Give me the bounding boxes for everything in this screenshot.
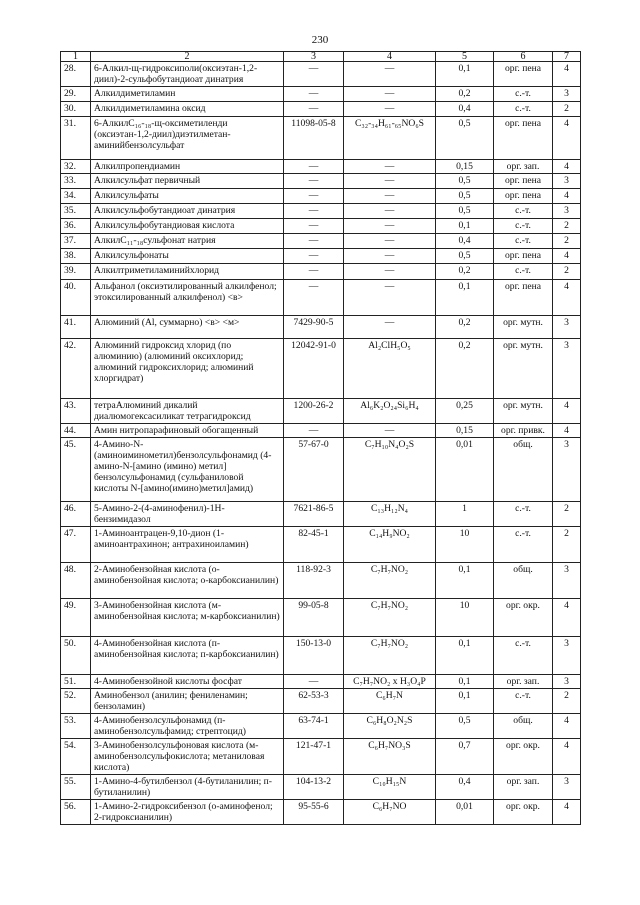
chemical-formula: C₇H₇NO₂ x H₃O₄P bbox=[344, 675, 436, 689]
hazard-sign: орг. зап. bbox=[494, 160, 553, 174]
cas-number: — bbox=[284, 102, 344, 117]
table-row bbox=[61, 637, 581, 675]
substance-name: 3-Аминобензойная кислота (м-аминобензойная кислота; м-карбоксианилин) bbox=[91, 599, 284, 637]
substance-name: Алкилсульфаты bbox=[91, 189, 284, 204]
limit-value: 0,1 bbox=[436, 675, 494, 689]
substance-number: 54. bbox=[61, 739, 91, 775]
substance-name: 6-Алкил-щ-гидроксиполи(оксиэтан-1,2-диил)-2-сульфобутандиоат динатрия bbox=[91, 62, 284, 87]
hazard-class: 4 bbox=[553, 117, 581, 160]
table-row bbox=[61, 800, 581, 825]
hazard-sign: орг. окр. bbox=[494, 800, 553, 825]
chemical-formula: — bbox=[344, 174, 436, 189]
substance-name: 4-Аминобензолсульфонамид (п-аминобензолсульфамид; стрептоцид) bbox=[91, 714, 284, 739]
hazard-class: 3 bbox=[553, 316, 581, 339]
substance-name: 1-Аминоантрацен-9,10-дион (1-аминоантрахинон; антрахиноиламин) bbox=[91, 527, 284, 563]
substance-name: Алюминий гидроксид хлорид (по алюминию) (алюминий оксихлорид; алюминий гидроксихлорид; алюминий хлоргидрат) bbox=[91, 339, 284, 399]
hazard-sign: орг. пена bbox=[494, 189, 553, 204]
cas-number: — bbox=[284, 87, 344, 102]
limit-value: 0,5 bbox=[436, 117, 494, 160]
chemical-formula: — bbox=[344, 219, 436, 234]
limit-value: 0,5 bbox=[436, 249, 494, 264]
substance-name: 2-Аминобензойная кислота (о-аминобензойная кислота; о-карбоксианилин) bbox=[91, 563, 284, 599]
substance-number: 35. bbox=[61, 204, 91, 219]
substance-number: 43. bbox=[61, 399, 91, 424]
limit-value: 0,25 bbox=[436, 399, 494, 424]
limit-value: 0,2 bbox=[436, 264, 494, 280]
table-row bbox=[61, 739, 581, 775]
column-header-row bbox=[61, 52, 581, 62]
cas-number: 12042-91-0 bbox=[284, 339, 344, 399]
chemical-formula: C₃₂-₃₄H₆₁-₆₅NO₆S bbox=[344, 117, 436, 160]
chemical-formula: Al₆K₂O₂₄Si₆H₄ bbox=[344, 399, 436, 424]
hazard-class: 2 bbox=[553, 502, 581, 527]
substance-number: 52. bbox=[61, 689, 91, 714]
chemical-formula: — bbox=[344, 316, 436, 339]
hazard-sign: с.-т. bbox=[494, 264, 553, 280]
hazard-class: 3 bbox=[553, 563, 581, 599]
limit-value: 1 bbox=[436, 502, 494, 527]
substance-name: АлкилС₁₁-₁₈сульфонат натрия bbox=[91, 234, 284, 249]
hazard-sign: орг. зап. bbox=[494, 675, 553, 689]
cas-number: — bbox=[284, 264, 344, 280]
hazard-sign: орг. пена bbox=[494, 117, 553, 160]
column-header: 3 bbox=[284, 52, 344, 62]
chemical-formula: C₁₃H₁₂N₄ bbox=[344, 502, 436, 527]
substance-number: 56. bbox=[61, 800, 91, 825]
substance-number: 31. bbox=[61, 117, 91, 160]
substance-name: 1-Амино-2-гидроксибензол (о-аминофенол; 2-гидроксианилин) bbox=[91, 800, 284, 825]
substance-number: 50. bbox=[61, 637, 91, 675]
hazard-class: 4 bbox=[553, 280, 581, 316]
cas-number: — bbox=[284, 280, 344, 316]
substance-name: 3-Аминобензолсульфоновая кислота (м-аминобензолсульфокислота; метаниловая кислота) bbox=[91, 739, 284, 775]
limit-value: 0,4 bbox=[436, 775, 494, 800]
limit-value: 0,2 bbox=[436, 87, 494, 102]
hazard-class: 3 bbox=[553, 87, 581, 102]
table-row bbox=[61, 189, 581, 204]
table-row bbox=[61, 219, 581, 234]
substance-number: 32. bbox=[61, 160, 91, 174]
table-row bbox=[61, 102, 581, 117]
hazard-sign: общ. bbox=[494, 438, 553, 502]
substance-number: 34. bbox=[61, 189, 91, 204]
substance-number: 42. bbox=[61, 339, 91, 399]
chemical-formula: C₇H₇NO₂ bbox=[344, 563, 436, 599]
cas-number: 63-74-1 bbox=[284, 714, 344, 739]
limit-value: 0,5 bbox=[436, 189, 494, 204]
hazard-sign: орг. пена bbox=[494, 62, 553, 87]
chemical-formula: C₆H₈O₂N₂S bbox=[344, 714, 436, 739]
substance-number: 37. bbox=[61, 234, 91, 249]
hazard-class: 2 bbox=[553, 264, 581, 280]
chemical-formula: — bbox=[344, 189, 436, 204]
substance-number: 30. bbox=[61, 102, 91, 117]
hazard-class: 4 bbox=[553, 399, 581, 424]
substance-number: 41. bbox=[61, 316, 91, 339]
cas-number: 104-13-2 bbox=[284, 775, 344, 800]
limit-value: 0,01 bbox=[436, 800, 494, 825]
chemical-formula: C₆H₇NO₃S bbox=[344, 739, 436, 775]
chemical-formula: — bbox=[344, 102, 436, 117]
hazard-class: 4 bbox=[553, 160, 581, 174]
hazard-class: 4 bbox=[553, 62, 581, 87]
substances-table bbox=[60, 51, 581, 825]
substance-number: 53. bbox=[61, 714, 91, 739]
hazard-class: 2 bbox=[553, 219, 581, 234]
substance-number: 46. bbox=[61, 502, 91, 527]
chemical-formula: Al₂ClH₅O₅ bbox=[344, 339, 436, 399]
hazard-sign: орг. мутн. bbox=[494, 399, 553, 424]
table-row bbox=[61, 599, 581, 637]
cas-number: — bbox=[284, 174, 344, 189]
hazard-sign: орг. пена bbox=[494, 174, 553, 189]
substance-name: Алкилдиметиламина оксид bbox=[91, 102, 284, 117]
substance-name: 4-Аминобензойная кислота (п-аминобензойная кислота; п-карбоксианилин) bbox=[91, 637, 284, 675]
hazard-class: 4 bbox=[553, 714, 581, 739]
column-header: 4 bbox=[344, 52, 436, 62]
hazard-sign: с.-т. bbox=[494, 502, 553, 527]
cas-number: — bbox=[284, 204, 344, 219]
substance-number: 40. bbox=[61, 280, 91, 316]
table-row bbox=[61, 563, 581, 599]
limit-value: 0,1 bbox=[436, 637, 494, 675]
hazard-class: 4 bbox=[553, 739, 581, 775]
table-row bbox=[61, 249, 581, 264]
limit-value: 0,5 bbox=[436, 204, 494, 219]
substance-number: 44. bbox=[61, 424, 91, 438]
column-header: 1 bbox=[61, 52, 91, 62]
table-row bbox=[61, 117, 581, 160]
limit-value: 0,4 bbox=[436, 102, 494, 117]
table-row bbox=[61, 775, 581, 800]
limit-value: 0,2 bbox=[436, 316, 494, 339]
limit-value: 0,7 bbox=[436, 739, 494, 775]
hazard-class: 3 bbox=[553, 174, 581, 189]
substance-number: 51. bbox=[61, 675, 91, 689]
hazard-class: 2 bbox=[553, 689, 581, 714]
limit-value: 0,2 bbox=[436, 339, 494, 399]
substance-name: Алкилсульфобутандиоат динатрия bbox=[91, 204, 284, 219]
table-row bbox=[61, 174, 581, 189]
substance-name: 6-АлкилС₁₆-₁₈-щ-оксиметиленди (оксиэтан-1,2-диил)диэтилметан-аминийбензолсульфат bbox=[91, 117, 284, 160]
table-row bbox=[61, 316, 581, 339]
substance-number: 48. bbox=[61, 563, 91, 599]
hazard-sign: орг. мутн. bbox=[494, 316, 553, 339]
substance-name: Алюминий (Al, суммарно) <в> <м> bbox=[91, 316, 284, 339]
substance-name: тетраАлюминий дикалий диалюмогексасиликат тетрагидроксид bbox=[91, 399, 284, 424]
hazard-sign: с.-т. bbox=[494, 204, 553, 219]
table-row bbox=[61, 438, 581, 502]
table-row bbox=[61, 399, 581, 424]
hazard-sign: с.-т. bbox=[494, 87, 553, 102]
table-row bbox=[61, 87, 581, 102]
table-row bbox=[61, 264, 581, 280]
chemical-formula: C₆H₇NO bbox=[344, 800, 436, 825]
cas-number: 121-47-1 bbox=[284, 739, 344, 775]
limit-value: 10 bbox=[436, 527, 494, 563]
table-row bbox=[61, 339, 581, 399]
column-header: 6 bbox=[494, 52, 553, 62]
hazard-sign: орг. пена bbox=[494, 249, 553, 264]
limit-value: 0,15 bbox=[436, 424, 494, 438]
limit-value: 0,01 bbox=[436, 438, 494, 502]
cas-number: — bbox=[284, 160, 344, 174]
hazard-sign: орг. пена bbox=[494, 280, 553, 316]
cas-number: — bbox=[284, 234, 344, 249]
cas-number: 99-05-8 bbox=[284, 599, 344, 637]
limit-value: 0,15 bbox=[436, 160, 494, 174]
hazard-class: 4 bbox=[553, 249, 581, 264]
table-row bbox=[61, 424, 581, 438]
chemical-formula: — bbox=[344, 87, 436, 102]
hazard-class: 4 bbox=[553, 189, 581, 204]
table-row bbox=[61, 714, 581, 739]
limit-value: 0,1 bbox=[436, 563, 494, 599]
limit-value: 0,1 bbox=[436, 62, 494, 87]
substance-name: 5-Амино-2-(4-аминофенил)-1H-бензимидазол bbox=[91, 502, 284, 527]
table-row bbox=[61, 502, 581, 527]
substance-number: 39. bbox=[61, 264, 91, 280]
limit-value: 0,4 bbox=[436, 234, 494, 249]
limit-value: 0,5 bbox=[436, 174, 494, 189]
cas-number: 95-55-6 bbox=[284, 800, 344, 825]
limit-value: 0,5 bbox=[436, 714, 494, 739]
chemical-formula: — bbox=[344, 204, 436, 219]
chemical-formula: — bbox=[344, 280, 436, 316]
substance-name: Аминобензол (анилин; фениленамин; бензоламин) bbox=[91, 689, 284, 714]
table-row bbox=[61, 160, 581, 174]
limit-value: 0,1 bbox=[436, 280, 494, 316]
substance-number: 38. bbox=[61, 249, 91, 264]
substance-name: Альфанол (оксиэтилированный алкилфенол; этоксилированный алкилфенол) <в> bbox=[91, 280, 284, 316]
substance-name: Алкилсульфонаты bbox=[91, 249, 284, 264]
page-number: 230 bbox=[311, 34, 329, 46]
hazard-sign: орг. окр. bbox=[494, 599, 553, 637]
chemical-formula: C₁₄H₉NO₂ bbox=[344, 527, 436, 563]
hazard-class: 4 bbox=[553, 599, 581, 637]
cas-number: — bbox=[284, 249, 344, 264]
limit-value: 0,1 bbox=[436, 219, 494, 234]
table-row bbox=[61, 689, 581, 714]
substance-name: 4-Аминобензойной кислоты фосфат bbox=[91, 675, 284, 689]
hazard-class: 3 bbox=[553, 775, 581, 800]
table-row bbox=[61, 62, 581, 87]
cas-number: — bbox=[284, 62, 344, 87]
hazard-sign: с.-т. bbox=[494, 219, 553, 234]
cas-number: 150-13-0 bbox=[284, 637, 344, 675]
limit-value: 0,1 bbox=[436, 689, 494, 714]
column-header: 2 bbox=[91, 52, 284, 62]
cas-number: 57-67-0 bbox=[284, 438, 344, 502]
hazard-sign: орг. мутн. bbox=[494, 339, 553, 399]
hazard-class: 3 bbox=[553, 637, 581, 675]
hazard-class: 3 bbox=[553, 438, 581, 502]
table-row bbox=[61, 234, 581, 249]
hazard-sign: орг. зап. bbox=[494, 775, 553, 800]
substance-number: 28. bbox=[61, 62, 91, 87]
hazard-class: 3 bbox=[553, 204, 581, 219]
hazard-sign: общ. bbox=[494, 714, 553, 739]
hazard-sign: с.-т. bbox=[494, 102, 553, 117]
chemical-formula: C₆H₇N bbox=[344, 689, 436, 714]
substance-number: 55. bbox=[61, 775, 91, 800]
substance-name: 1-Амино-4-бутилбензол (4-бутиланилин; п-бутиланилин) bbox=[91, 775, 284, 800]
cas-number: 7621-86-5 bbox=[284, 502, 344, 527]
hazard-class: 4 bbox=[553, 800, 581, 825]
hazard-class: 2 bbox=[553, 234, 581, 249]
hazard-class: 4 bbox=[553, 424, 581, 438]
substance-number: 29. bbox=[61, 87, 91, 102]
chemical-formula: C₇H₇NO₂ bbox=[344, 637, 436, 675]
hazard-class: 2 bbox=[553, 102, 581, 117]
hazard-class: 3 bbox=[553, 339, 581, 399]
hazard-sign: с.-т. bbox=[494, 689, 553, 714]
hazard-sign: орг. привк. bbox=[494, 424, 553, 438]
cas-number: 11098-05-8 bbox=[284, 117, 344, 160]
substance-name: Алкилдиметиламин bbox=[91, 87, 284, 102]
hazard-sign: с.-т. bbox=[494, 234, 553, 249]
cas-number: 82-45-1 bbox=[284, 527, 344, 563]
column-header: 5 bbox=[436, 52, 494, 62]
cas-number: 1200-26-2 bbox=[284, 399, 344, 424]
substance-name: Алкилпропендиамин bbox=[91, 160, 284, 174]
substance-name: Алкилтриметиламинийхлорид bbox=[91, 264, 284, 280]
table-row bbox=[61, 675, 581, 689]
cas-number: — bbox=[284, 189, 344, 204]
substance-name: Амин нитропарафиновый обогащенный bbox=[91, 424, 284, 438]
hazard-class: 2 bbox=[553, 527, 581, 563]
hazard-sign: орг. окр. bbox=[494, 739, 553, 775]
substance-name: Алкилсульфат первичный bbox=[91, 174, 284, 189]
hazard-sign: с.-т. bbox=[494, 637, 553, 675]
cas-number: — bbox=[284, 424, 344, 438]
substance-number: 45. bbox=[61, 438, 91, 502]
substance-number: 49. bbox=[61, 599, 91, 637]
substance-name: Алкилсульфобутандиовая кислота bbox=[91, 219, 284, 234]
chemical-formula: — bbox=[344, 249, 436, 264]
substance-number: 47. bbox=[61, 527, 91, 563]
chemical-formula: — bbox=[344, 160, 436, 174]
column-header: 7 bbox=[553, 52, 581, 62]
chemical-formula: C₁₀H₁₅N bbox=[344, 775, 436, 800]
substance-number: 33. bbox=[61, 174, 91, 189]
cas-number: — bbox=[284, 675, 344, 689]
cas-number: 118-92-3 bbox=[284, 563, 344, 599]
cas-number: 7429-90-5 bbox=[284, 316, 344, 339]
table-row bbox=[61, 204, 581, 219]
substance-number: 36. bbox=[61, 219, 91, 234]
limit-value: 10 bbox=[436, 599, 494, 637]
chemical-formula: — bbox=[344, 234, 436, 249]
chemical-formula: — bbox=[344, 424, 436, 438]
hazard-sign: с.-т. bbox=[494, 527, 553, 563]
chemical-formula: C₇H₇NO₂ bbox=[344, 599, 436, 637]
cas-number: 62-53-3 bbox=[284, 689, 344, 714]
hazard-class: 3 bbox=[553, 675, 581, 689]
table-row bbox=[61, 280, 581, 316]
chemical-formula: — bbox=[344, 264, 436, 280]
table-row bbox=[61, 527, 581, 563]
chemical-formula: C₇H₁₀N₄O₂S bbox=[344, 438, 436, 502]
hazard-sign: общ. bbox=[494, 563, 553, 599]
cas-number: — bbox=[284, 219, 344, 234]
chemical-formula: — bbox=[344, 62, 436, 87]
substance-name: 4-Амино-N-(аминоиминометил)бензолсульфонамид (4- амино-N-[амино (имино) метил] бензолсульфонамид (сульфаниловой кислоты N-[амино(имино)метил]амид) bbox=[91, 438, 284, 502]
